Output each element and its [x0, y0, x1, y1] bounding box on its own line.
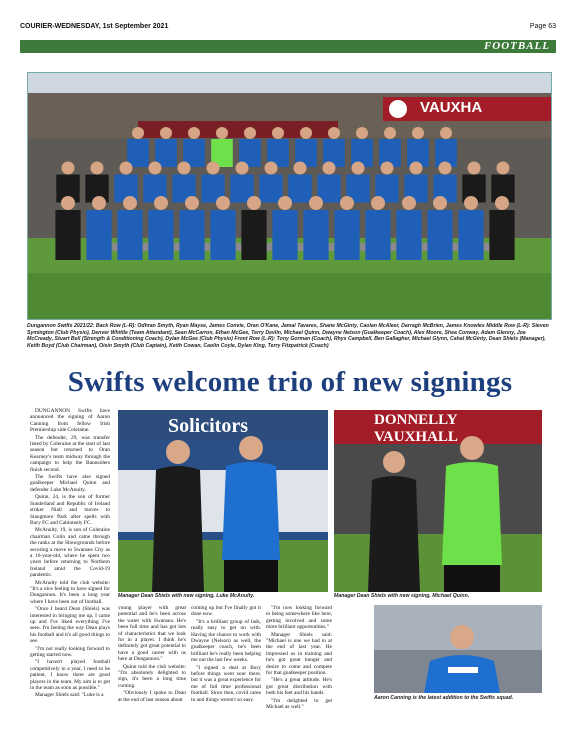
- paragraph: DUNGANNON Swifts have announced the signing of Aaron Canning from fellow Irish Premiership side Coleraine.: [30, 408, 110, 434]
- player-body: [179, 210, 204, 260]
- paragraph: "I'm now looking forward to being somewhere like here, getting involved and some more brilliant opportunities.": [266, 605, 332, 631]
- player-body: [86, 210, 111, 260]
- photo-left: [118, 410, 328, 592]
- player-body: [334, 210, 359, 260]
- article-column-2: [118, 605, 186, 704]
- paragraph: "It's a brilliant group of lads, really easy to get on with. Having the chance to work with Dwayne (Nelson) as well, the goalkeeper coach, he's been brilliant he's really been helping me out the last few weeks.: [191, 618, 261, 664]
- player-head: [381, 162, 394, 175]
- paragraph: young player with great potential and he's been across the water with Swansea. He's been full time and has got lots of characteristics that we look for in a player. I think he's definitely got great potential to have a good career with us here at Dungannon.": [118, 605, 186, 663]
- banner-text: Solicitors: [168, 415, 248, 437]
- player-body: [272, 210, 297, 260]
- article-column-4: [266, 605, 332, 712]
- paragraph: "I signed a deal at Bury before things went sour there, but it was a great experience for me of full time professional football. Since then, covid came in and things weren't so easy.: [191, 664, 261, 703]
- player-head: [323, 162, 336, 175]
- banner-text: VAUXHA: [420, 99, 483, 116]
- player-body: [396, 210, 421, 260]
- player-head: [412, 127, 424, 139]
- paragraph: Quinn told the club website: "I'm absolutely delighted to sign, it's been a long time coming.: [118, 663, 186, 689]
- paragraph: coming up but I've finally got it done now.: [191, 605, 261, 618]
- player-head: [278, 196, 292, 210]
- photo-bottom-caption: Aaron Canning is the latest addition to the Swifts squad.: [374, 695, 514, 701]
- paragraph: Manager Shiels said: "Michael is one we had in at the end of last year. He impressed us in training and he's got great hunger and desire to come and compete for that goalkeeper position.: [266, 631, 332, 677]
- article-column-3: [191, 605, 261, 704]
- team-photo: [27, 72, 552, 320]
- photo-left-caption: Manager Dean Shiels with new signing, Luke McAnulty.: [118, 593, 255, 599]
- player-head: [433, 196, 447, 210]
- player-head: [247, 196, 261, 210]
- paragraph: "Once I heard Dean (Shiels) was interested in bringing me up, I came up and I've liked everything I've seen. I'm feeling the way Dean plays his football and it's all good things to see.: [30, 606, 110, 645]
- player-head: [132, 127, 144, 139]
- paragraph: "I'm delighted to get Michael as well.": [266, 697, 332, 711]
- player-head: [410, 162, 423, 175]
- player-body: [427, 210, 452, 260]
- player-head: [495, 196, 509, 210]
- paragraph: Manager Shiels said: "Luke is a: [35, 692, 104, 699]
- paragraph: The Swifts have also signed goalkeeper Michael Quinn and defender Luke McAnulty.: [30, 474, 110, 493]
- article-column-1: [30, 408, 110, 700]
- player-head: [328, 127, 340, 139]
- player-head: [154, 196, 168, 210]
- player-head: [356, 127, 368, 139]
- player-head: [352, 162, 365, 175]
- section-band: [20, 40, 556, 53]
- player-head: [384, 127, 396, 139]
- player-head: [272, 127, 284, 139]
- player-head: [120, 162, 133, 175]
- player-head: [160, 127, 172, 139]
- section-title: FOOTBALL: [483, 40, 550, 52]
- player-head: [62, 162, 75, 175]
- player-body: [117, 210, 142, 260]
- paragraph: McAnulty, 19, is son of Coleraine chairman Colin and came through the ranks at the Showgrounds before securing a move to Swansea City as a 16-year-old, where he spent two years before returning to Northern Ireland amid the Covid-19 pandemic.: [30, 527, 110, 579]
- player-head: [497, 162, 510, 175]
- photo-bottom-illustration: [374, 605, 542, 693]
- player-head: [371, 196, 385, 210]
- page-number: Page 63: [529, 23, 556, 30]
- paragraph: "I haven't played football competitively in a year, I need to be patient, I know there are good players in the team. My aim is to get in the team as soon as possible.": [30, 659, 110, 692]
- photo-right: [334, 410, 542, 592]
- player-body: [259, 175, 282, 203]
- paragraph: "Obviously I spoke to Dean at the end of last season about: [118, 690, 186, 703]
- player-body: [458, 210, 483, 260]
- player-head: [188, 127, 200, 139]
- player-head: [300, 127, 312, 139]
- player-body: [288, 175, 311, 203]
- player-head: [294, 162, 307, 175]
- player-body: [210, 210, 235, 260]
- paragraph: The defender, 29, was transfer listed by Coleraine at the start of last season but returned to Oran Kearney's team midway through the campaign to help the Bannsiders finish second.: [30, 434, 110, 473]
- headline: Swifts welcome trio of new signings: [67, 366, 513, 398]
- player-head: [464, 196, 478, 210]
- player-head: [440, 127, 452, 139]
- player-head: [402, 196, 416, 210]
- player-head: [244, 127, 256, 139]
- banner-text: DONNELLY VAUXHALL: [374, 412, 458, 445]
- photo-bottom: [374, 605, 542, 693]
- player-head: [207, 162, 220, 175]
- player-body: [303, 210, 328, 260]
- player-head: [123, 196, 137, 210]
- player-head: [309, 196, 323, 210]
- paragraph: Quinn, 24, is the son of former Sunderland and Republic of Ireland striker Niall and moves to Stangmore Park after spells with Bury FC and Cabinteely FC.: [30, 494, 110, 526]
- player-head: [236, 162, 249, 175]
- player-head: [91, 162, 104, 175]
- player-head: [149, 162, 162, 175]
- player-head: [178, 162, 191, 175]
- player-head: [216, 127, 228, 139]
- player-head: [265, 162, 278, 175]
- player-body: [489, 210, 514, 260]
- page-header: [20, 21, 556, 35]
- player-head: [340, 196, 354, 210]
- paragraph: "He's a great attitude. He's got great distribution with both his feet and his hands.: [266, 677, 332, 697]
- team-photo-caption: Dungannon Swifts 2021/22: Back Row (L-R): Odhran Smyth, Ryan Mayse, James Convie, Oran O'Kane, Jamal Tavares, Shane McGinty, Caolan McAleer, Darragh McBrien, James Knowles Middle Row (L-R): Steven Symington (Club Physio), Denver Whittle (Team Attendant), Sean McCarron, Ethan McGee, Terry Devlin, Michael Quinn, Dwayne Nelson (Goalkeeper Coach), Alex Moore, Shea Conway, Adam Glenny, Joe McCready, Stuart Bell (Strength & Conditioning Coach), Dylan McGee (Club Physio) Front Row (L-R): Tony Gorman (Coach), Rhys Campbell, Ben Gallagher, Michael Glynn, Cahal McGinty, Dean Shiels (Manager), Keith Boyd (Club Chairman), Oisin Smyth (Club Captain), Keith Cowan, Caolin Coyle, Dylan King, Terry Fitzpatrick (Coach): [27, 323, 549, 349]
- paragraph: McAnulty told the club website: "It's a nice feeling to have signed for Dungannon. It's been a long year where I have been out of football.: [30, 579, 110, 605]
- player-head: [216, 196, 230, 210]
- player-head: [61, 196, 75, 210]
- player-body: [241, 210, 266, 260]
- player-body: [127, 139, 149, 167]
- player-head: [439, 162, 452, 175]
- player-body: [365, 210, 390, 260]
- publication-date: COURIER-WEDNESDAY, 1st September 2021: [20, 23, 169, 30]
- photo-right-caption: Manager Dean Shiels with new signing, Michael Quinn.: [334, 593, 470, 599]
- paragraph: "I'm not really looking forward to getting started now.: [30, 645, 110, 659]
- player-body: [148, 210, 173, 260]
- player-body: [55, 210, 80, 260]
- player-head: [92, 196, 106, 210]
- player-head: [185, 196, 199, 210]
- player-head: [468, 162, 481, 175]
